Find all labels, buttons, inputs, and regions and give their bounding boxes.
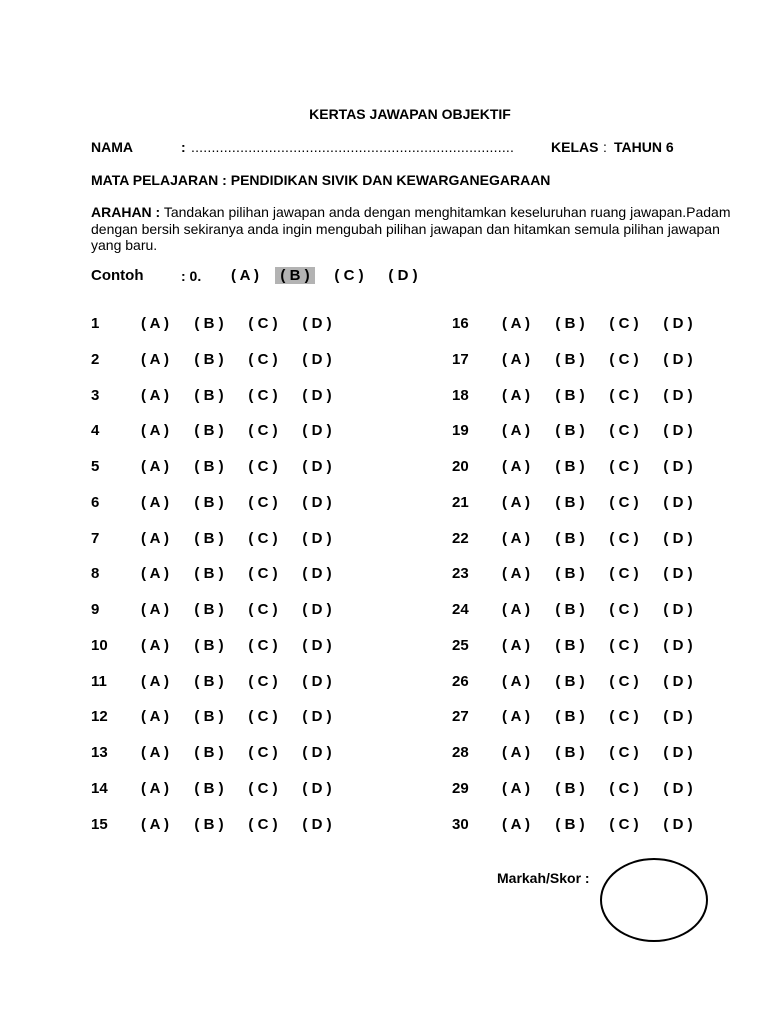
- question-number: 26: [452, 673, 469, 690]
- answer-option-a[interactable]: ( A ): [501, 530, 531, 547]
- answer-option-a[interactable]: ( A ): [501, 708, 531, 725]
- answer-option-b[interactable]: ( B ): [194, 387, 224, 404]
- answer-option-d[interactable]: ( D ): [302, 816, 332, 833]
- answer-option-a[interactable]: ( A ): [140, 708, 170, 725]
- answer-option-b[interactable]: ( B ): [194, 780, 224, 797]
- answer-option-d[interactable]: ( D ): [663, 458, 693, 475]
- answer-option-a[interactable]: ( A ): [140, 315, 170, 332]
- answer-option-b[interactable]: ( B ): [555, 708, 585, 725]
- answer-option-c[interactable]: ( C ): [248, 744, 278, 761]
- answer-option-b[interactable]: ( B ): [555, 458, 585, 475]
- answer-option-c[interactable]: ( C ): [609, 494, 639, 511]
- answer-option-d[interactable]: ( D ): [302, 422, 332, 439]
- answer-option-c[interactable]: ( C ): [248, 422, 278, 439]
- answer-option-d[interactable]: ( D ): [663, 744, 693, 761]
- answer-option-c[interactable]: ( C ): [609, 530, 639, 547]
- answer-option-a[interactable]: ( A ): [140, 601, 170, 618]
- question-number: 1: [91, 315, 100, 332]
- answer-option-a[interactable]: ( A ): [501, 351, 531, 368]
- question-number: 12: [91, 708, 108, 725]
- answer-option-b[interactable]: ( B ): [194, 315, 224, 332]
- example-option-b: ( B ): [275, 267, 315, 284]
- answer-option-b[interactable]: ( B ): [194, 458, 224, 475]
- answer-option-a[interactable]: ( A ): [501, 494, 531, 511]
- question-number: 28: [452, 744, 469, 761]
- answer-option-c[interactable]: ( C ): [248, 673, 278, 690]
- instructions-text: Tandakan pilihan jawapan anda dengan menghitamkan keseluruhan ruang jawapan.Padam dengan bersih sekiranya anda ingin mengubah pilihan jawapan dan hitamkan semula pilihan jawapan yang baru.: [91, 204, 731, 253]
- answer-option-b[interactable]: ( B ): [194, 565, 224, 582]
- kelas-value: TAHUN 6: [614, 139, 674, 155]
- answer-option-b[interactable]: ( B ): [194, 494, 224, 511]
- answer-option-c[interactable]: ( C ): [609, 351, 639, 368]
- answer-option-c[interactable]: ( C ): [609, 458, 639, 475]
- answer-option-d[interactable]: ( D ): [302, 351, 332, 368]
- answer-option-b[interactable]: ( B ): [555, 744, 585, 761]
- kelas-separator: :: [603, 139, 607, 155]
- question-number: 27: [452, 708, 469, 725]
- question-number: 18: [452, 387, 469, 404]
- answer-option-d[interactable]: ( D ): [302, 565, 332, 582]
- answer-option-b[interactable]: ( B ): [555, 673, 585, 690]
- example-number: : 0.: [181, 268, 202, 284]
- answer-option-d[interactable]: ( D ): [663, 637, 693, 654]
- answer-option-b[interactable]: ( B ): [555, 565, 585, 582]
- answer-option-c[interactable]: ( C ): [248, 387, 278, 404]
- answer-option-a[interactable]: ( A ): [140, 780, 170, 797]
- answer-option-c[interactable]: ( C ): [609, 387, 639, 404]
- answer-option-a[interactable]: ( A ): [501, 673, 531, 690]
- answer-option-c[interactable]: ( C ): [609, 565, 639, 582]
- answer-option-c[interactable]: ( C ): [248, 530, 278, 547]
- score-label: Markah/Skor :: [497, 870, 590, 886]
- subject-heading: MATA PELAJARAN : PENDIDIKAN SIVIK DAN KEWARGANEGARAAN: [91, 172, 551, 188]
- example-option-a: ( A ): [230, 267, 260, 284]
- answer-option-d[interactable]: ( D ): [302, 315, 332, 332]
- nama-colon: :: [181, 139, 186, 155]
- page-title: KERTAS JAWAPAN OBJEKTIF: [309, 106, 511, 122]
- score-circle[interactable]: [600, 858, 708, 942]
- answer-option-d[interactable]: ( D ): [302, 673, 332, 690]
- answer-option-d[interactable]: ( D ): [302, 458, 332, 475]
- question-number: 17: [452, 351, 469, 368]
- answer-option-a[interactable]: ( A ): [140, 565, 170, 582]
- example-label: Contoh: [91, 267, 144, 284]
- answer-option-d[interactable]: ( D ): [302, 530, 332, 547]
- answer-option-c[interactable]: ( C ): [609, 315, 639, 332]
- answer-option-a[interactable]: ( A ): [501, 315, 531, 332]
- answer-option-a[interactable]: ( A ): [140, 530, 170, 547]
- answer-option-c[interactable]: ( C ): [248, 601, 278, 618]
- answer-option-b[interactable]: ( B ): [194, 530, 224, 547]
- answer-option-a[interactable]: ( A ): [501, 565, 531, 582]
- answer-option-b[interactable]: ( B ): [555, 530, 585, 547]
- answer-option-d[interactable]: ( D ): [663, 530, 693, 547]
- kelas-label: KELAS: [551, 139, 599, 155]
- question-number: 6: [91, 494, 100, 511]
- answer-option-d[interactable]: ( D ): [663, 780, 693, 797]
- answer-option-b[interactable]: ( B ): [555, 351, 585, 368]
- answer-option-c[interactable]: ( C ): [609, 708, 639, 725]
- question-number: 2: [91, 351, 100, 368]
- answer-option-c[interactable]: ( C ): [248, 637, 278, 654]
- answer-option-d[interactable]: ( D ): [663, 494, 693, 511]
- question-number: 20: [452, 458, 469, 475]
- answer-option-a[interactable]: ( A ): [140, 673, 170, 690]
- answer-option-c[interactable]: ( C ): [248, 708, 278, 725]
- answer-option-b[interactable]: ( B ): [194, 601, 224, 618]
- answer-option-c[interactable]: ( C ): [609, 637, 639, 654]
- question-number: 25: [452, 637, 469, 654]
- answer-option-d[interactable]: ( D ): [302, 387, 332, 404]
- question-number: 16: [452, 315, 469, 332]
- answer-option-b[interactable]: ( B ): [555, 780, 585, 797]
- answer-option-d[interactable]: ( D ): [663, 387, 693, 404]
- answer-option-a[interactable]: ( A ): [501, 744, 531, 761]
- answer-option-b[interactable]: ( B ): [555, 601, 585, 618]
- answer-option-b[interactable]: ( B ): [194, 744, 224, 761]
- answer-option-d[interactable]: ( D ): [663, 601, 693, 618]
- answer-option-a[interactable]: ( A ): [501, 458, 531, 475]
- answer-option-d[interactable]: ( D ): [302, 744, 332, 761]
- question-number: 5: [91, 458, 100, 475]
- answer-option-a[interactable]: ( A ): [140, 458, 170, 475]
- example-option-c: ( C ): [334, 267, 364, 284]
- answer-option-b[interactable]: ( B ): [555, 315, 585, 332]
- answer-option-b[interactable]: ( B ): [194, 637, 224, 654]
- question-number: 4: [91, 422, 100, 439]
- answer-option-c[interactable]: ( C ): [609, 601, 639, 618]
- answer-option-c[interactable]: ( C ): [609, 816, 639, 833]
- answer-option-b[interactable]: ( B ): [194, 708, 224, 725]
- answer-option-b[interactable]: ( B ): [555, 422, 585, 439]
- answer-option-c[interactable]: ( C ): [248, 315, 278, 332]
- answer-option-d[interactable]: ( D ): [302, 780, 332, 797]
- answer-option-d[interactable]: ( D ): [663, 673, 693, 690]
- answer-option-a[interactable]: ( A ): [140, 351, 170, 368]
- instructions: [91, 204, 741, 254]
- question-number: 3: [91, 387, 100, 404]
- answer-option-c[interactable]: ( C ): [609, 780, 639, 797]
- question-number: 19: [452, 422, 469, 439]
- answer-option-b[interactable]: ( B ): [555, 494, 585, 511]
- instructions-label: ARAHAN :: [91, 204, 161, 220]
- answer-option-a[interactable]: ( A ): [501, 387, 531, 404]
- answer-option-d[interactable]: ( D ): [663, 351, 693, 368]
- question-number: 10: [91, 637, 108, 654]
- answer-option-a[interactable]: ( A ): [140, 422, 170, 439]
- answer-option-a[interactable]: ( A ): [501, 422, 531, 439]
- answer-option-a[interactable]: ( A ): [140, 387, 170, 404]
- answer-option-a[interactable]: ( A ): [501, 816, 531, 833]
- answer-option-c[interactable]: ( C ): [609, 422, 639, 439]
- question-number: 29: [452, 780, 469, 797]
- answer-option-c[interactable]: ( C ): [609, 744, 639, 761]
- question-number: 22: [452, 530, 469, 547]
- answer-option-b[interactable]: ( B ): [555, 637, 585, 654]
- nama-field[interactable]: ...............................................................................: [191, 139, 515, 155]
- question-number: 23: [452, 565, 469, 582]
- question-number: 21: [452, 494, 469, 511]
- answer-option-c[interactable]: ( C ): [248, 458, 278, 475]
- question-number: 9: [91, 601, 100, 618]
- answer-option-b[interactable]: ( B ): [194, 422, 224, 439]
- question-number: 14: [91, 780, 108, 797]
- answer-option-b[interactable]: ( B ): [194, 351, 224, 368]
- answer-option-a[interactable]: ( A ): [501, 637, 531, 654]
- answer-option-a[interactable]: ( A ): [140, 494, 170, 511]
- answer-option-d[interactable]: ( D ): [302, 601, 332, 618]
- answer-option-d[interactable]: ( D ): [663, 565, 693, 582]
- answer-option-c[interactable]: ( C ): [248, 780, 278, 797]
- answer-option-d[interactable]: ( D ): [663, 315, 693, 332]
- answer-option-a[interactable]: ( A ): [140, 744, 170, 761]
- answer-option-c[interactable]: ( C ): [248, 565, 278, 582]
- answer-option-d[interactable]: ( D ): [302, 637, 332, 654]
- answer-option-c[interactable]: ( C ): [248, 494, 278, 511]
- question-number: 7: [91, 530, 100, 547]
- answer-option-d[interactable]: ( D ): [302, 708, 332, 725]
- question-number: 24: [452, 601, 469, 618]
- answer-option-a[interactable]: ( A ): [140, 637, 170, 654]
- answer-option-d[interactable]: ( D ): [663, 816, 693, 833]
- answer-option-d[interactable]: ( D ): [663, 708, 693, 725]
- answer-option-a[interactable]: ( A ): [140, 816, 170, 833]
- answer-option-c[interactable]: ( C ): [609, 673, 639, 690]
- answer-option-b[interactable]: ( B ): [194, 816, 224, 833]
- answer-option-d[interactable]: ( D ): [302, 494, 332, 511]
- answer-option-a[interactable]: ( A ): [501, 780, 531, 797]
- question-number: 30: [452, 816, 469, 833]
- answer-option-b[interactable]: ( B ): [555, 816, 585, 833]
- question-number: 13: [91, 744, 108, 761]
- question-number: 8: [91, 565, 100, 582]
- answer-option-c[interactable]: ( C ): [248, 816, 278, 833]
- nama-label: NAMA: [91, 139, 133, 155]
- question-number: 11: [91, 673, 107, 690]
- answer-option-c[interactable]: ( C ): [248, 351, 278, 368]
- answer-option-b[interactable]: ( B ): [555, 387, 585, 404]
- answer-option-a[interactable]: ( A ): [501, 601, 531, 618]
- question-number: 15: [91, 816, 108, 833]
- example-option-d: ( D ): [388, 267, 418, 284]
- answer-option-b[interactable]: ( B ): [194, 673, 224, 690]
- answer-option-d[interactable]: ( D ): [663, 422, 693, 439]
